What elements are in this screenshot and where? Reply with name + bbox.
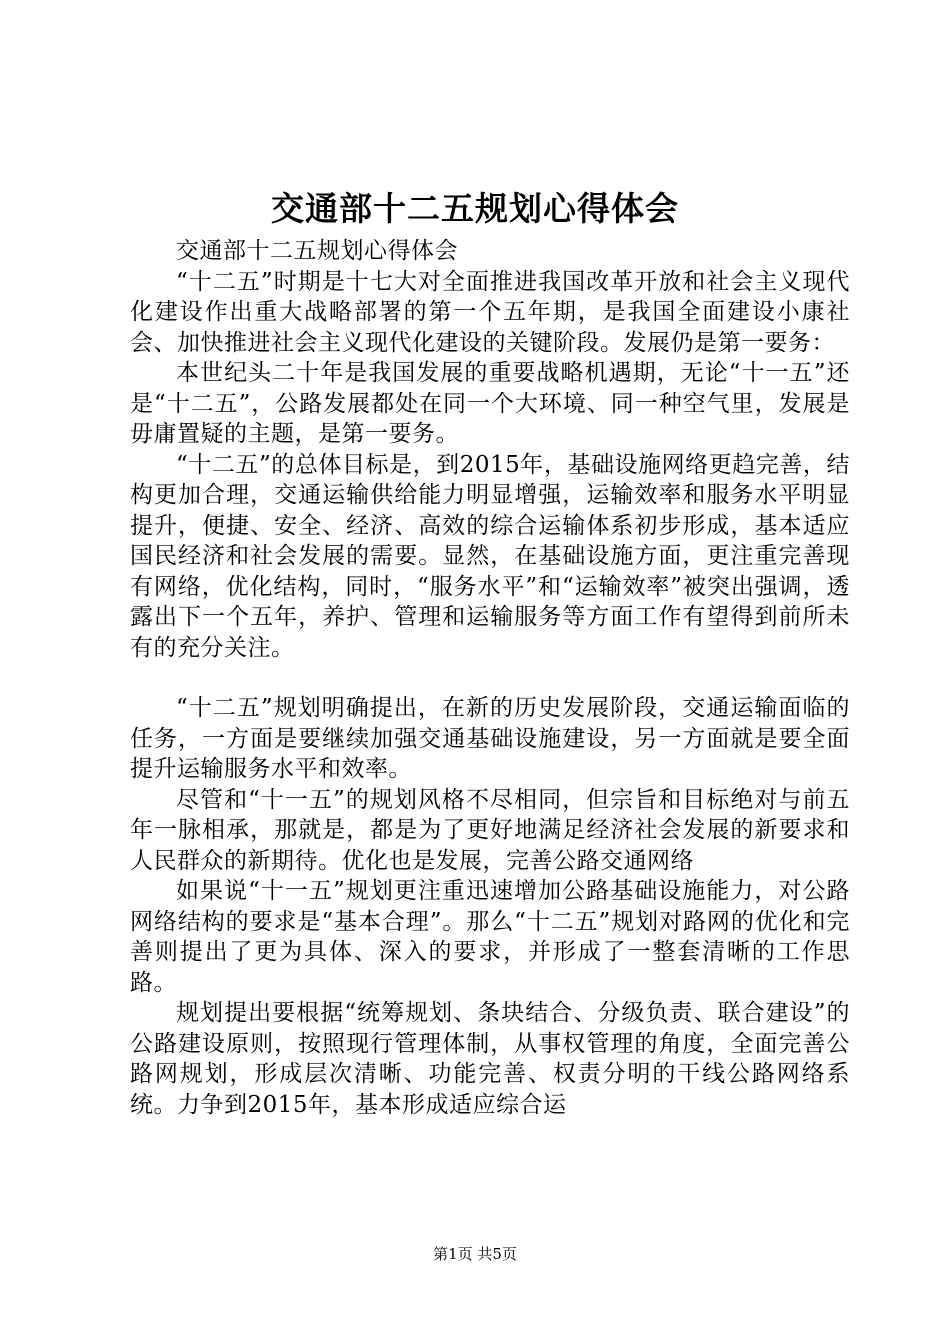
paragraph: 交通部十二五规划心得体会 bbox=[176, 238, 458, 264]
paragraph: “十二五”时期是十七大对全面推进我国改革开放和社会主义现代化建设作出重大战略部署的第一个五年期，是我国全面建设小康社会、加快推进社会主义现代化建设的关键阶段。发展仍是第一要务： bbox=[130, 268, 850, 356]
paragraph: 如果说“十一五”规划更注重迅速增加公路基础设施能力，对公路网络结构的要求是“基本合理”。那么“十二五”规划对路网的优化和完善则提出了更为具体、深入的要求，并形成了一整套清晰的工作思路。 bbox=[130, 878, 850, 996]
paragraph: 尽管和“十一五”的规划风格不尽相同，但宗旨和目标绝对与前五年一脉相承，那就是，都是为了更好地满足经济社会发展的新要求和人民群众的新期待。优化也是发展，完善公路交通网络 bbox=[130, 786, 850, 874]
paragraph-spacer bbox=[130, 663, 850, 693]
document-body bbox=[130, 236, 850, 1120]
paragraph: “十二五”规划明确提出，在新的历史发展阶段，交通运输面临的任务，一方面是要继续加强交通基础设施建设，另一方面就是要全面提升运输服务水平和效率。 bbox=[130, 695, 850, 782]
paragraph: 规划提出要根据“统筹规划、条块结合、分级负责、联合建设”的公路建设原则，按照现行管理体制，从事权管理的角度，全面完善公路网规划，形成层次清晰、功能完善、权责分明的干线公路网络系统。力争到2015年，基本形成适应综合运 bbox=[130, 1000, 850, 1118]
paragraph: “十二五”的总体目标是，到2015年，基础设施网络更趋完善，结构更加合理，交通运输供给能力明显增强，运输效率和服务水平明显提升，便捷、安全、经济、高效的综合运输体系初步形成，基本适应国民经济和社会发展的需要。显然，在基础设施方面，更注重完善现有网络，优化结构，同时，“服务水平”和“运输效率”被突出强调，透露出下一个五年，养护、管理和运输服务等方面工作有望得到前所未有的充分关注。 bbox=[130, 451, 850, 661]
page-number-footer: 第1页 共5页 bbox=[433, 1245, 517, 1263]
document-title: 交通部十二五规划心得体会 bbox=[271, 189, 679, 228]
paragraph: 本世纪头二十年是我国发展的重要战略机遇期，无论“十一五”还是“十二五”，公路发展都处在同一个大环境、同一种空气里，发展是毋庸置疑的主题，是第一要务。 bbox=[130, 360, 850, 447]
